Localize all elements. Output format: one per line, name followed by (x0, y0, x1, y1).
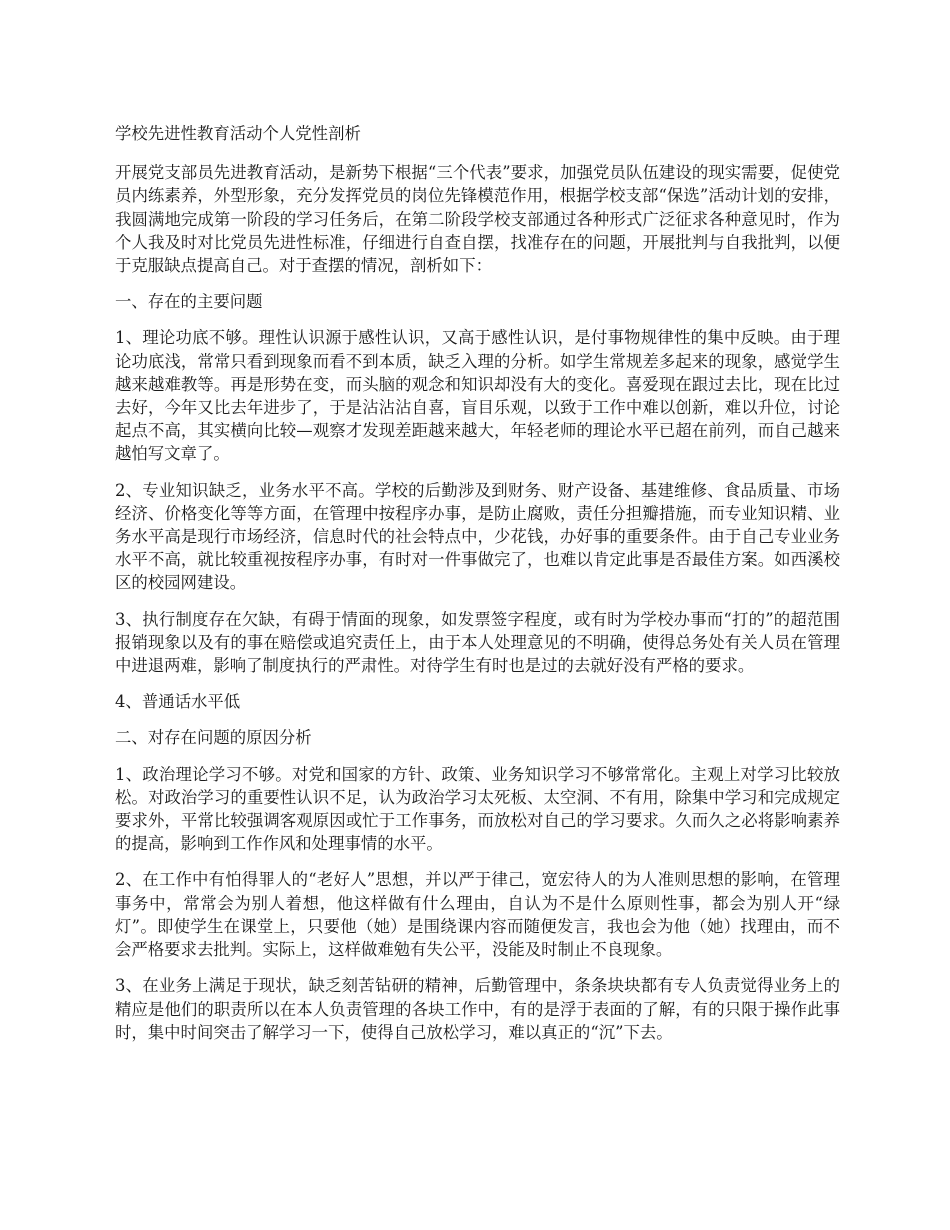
problem-paragraph-1: 1、理论功底不够。理性认识源于感性认识，又高于感性认识，是付事物规律性的集中反映。由于理论功底浅，常常只看到现象而看不到本质，缺乏入理的分析。如学生常规差多起来的现象，感觉学生越来越难教等。再是形势在变，而头脑的观念和知识却没有大的变化。喜爱现在跟过去比，现在比过去好，今年又比去年进步了，于是沾沾沾自喜，盲目乐观，以致于工作中难以创新，难以升位，讨论起点不高，其实横向比较—观察才发现差距越来越大，年轻老师的理论水平已超在前列，而自己越来越怕写文章了。 (115, 328, 840, 464)
document-page (115, 122, 840, 1057)
section-heading-causes: 二、对存在问题的原因分析 (115, 728, 312, 748)
problem-paragraph-2: 2、专业知识缺乏，业务水平不高。学校的后勤涉及到财务、财产设备、基建维修、食品质量、市场经济、价格变化等等方面，在管理中按程序办事，是防止腐败，责任分担瓣措施，而专业知识精、业务水平高是现行市场经济，信息时代的社会特点中，少花钱，办好事的重要条件。由于自己专业业务水平不高，就比较重视按程序办事，有时对一件事做完了，也难以肯定此事是否最佳方案。如西溪校区的校园网建设。 (115, 480, 840, 593)
problem-paragraph-3: 3、执行制度存在欠缺，有碍于情面的现象，如发票签字程度，或有时为学校办事而“打的”的超范围报销现象以及有的事在赔偿或追究责任上，由于本人处理意见的不明确，使得总务处有关人员在管理中进退两难，影响了制度执行的严肃性。对待学生有时也是过的去就好没有严格的要求。 (115, 609, 840, 676)
cause-paragraph-1: 1、政治理论学习不够。对党和国家的方针、政策、业务知识学习不够常常化。主观上对学习比较放松。对政治学习的重要性认识不足，认为政治学习太死板、太空洞、不有用，除集中学习和完成规定要求外，平常比较强调客观原因或忙于工作事务，而放松对自己的学习要求。久而久之必将影响素养的提高，影响到工作作风和处理事情的水平。 (115, 764, 840, 854)
cause-paragraph-3: 3、在业务上满足于现状，缺乏刻苦钻研的精神，后勤管理中，条条块块都有专人负责觉得业务上的精应是他们的职责所以在本人负责管理的各块工作中，有的是浮于表面的了解，有的只限于操作此事时，集中时间突击了解学习一下，使得自己放松学习，难以真正的“沉”下去。 (115, 976, 840, 1042)
cause-paragraph-2: 2、在工作中有怕得罪人的“老好人”思想，并以严于律己，宽宏待人的为人准则思想的影响，在管理事务中，常常会为别人着想，他这样做有什么理由，自认为不是什么原则性事，都会为别人开“绿灯”。即使学生在课堂上，只要他（她）是围绕课内容而随便发言，我也会为他（她）找理由，而不会严格要求去批判。实际上，这样做难勉有失公平，没能及时制止不良现象。 (115, 870, 840, 960)
document-title: 学校先进性教育活动个人党性剖析 (115, 124, 361, 143)
intro-paragraph: 开展党支部员先进教育活动，是新势下根据“三个代表”要求，加强党员队伍建设的现实需要，促使党员内练素养，外型形象，充分发挥党员的岗位先锋模范作用，根据学校支部“保选”活动计划的安排，我圆满地完成第一阶段的学习任务后，在第二阶段学校支部通过各种形式广泛征求各种意见时，作为个人我及时对比党员先进性标准，仔细进行自查自摆，找准存在的问题，开展批判与自我批判，以便于克服缺点提高自己。对于查摆的情况，剖析如下： (115, 163, 840, 276)
section-heading-problems: 一、存在的主要问题 (115, 292, 263, 312)
problem-paragraph-4: 4、普通话水平低 (115, 692, 241, 712)
